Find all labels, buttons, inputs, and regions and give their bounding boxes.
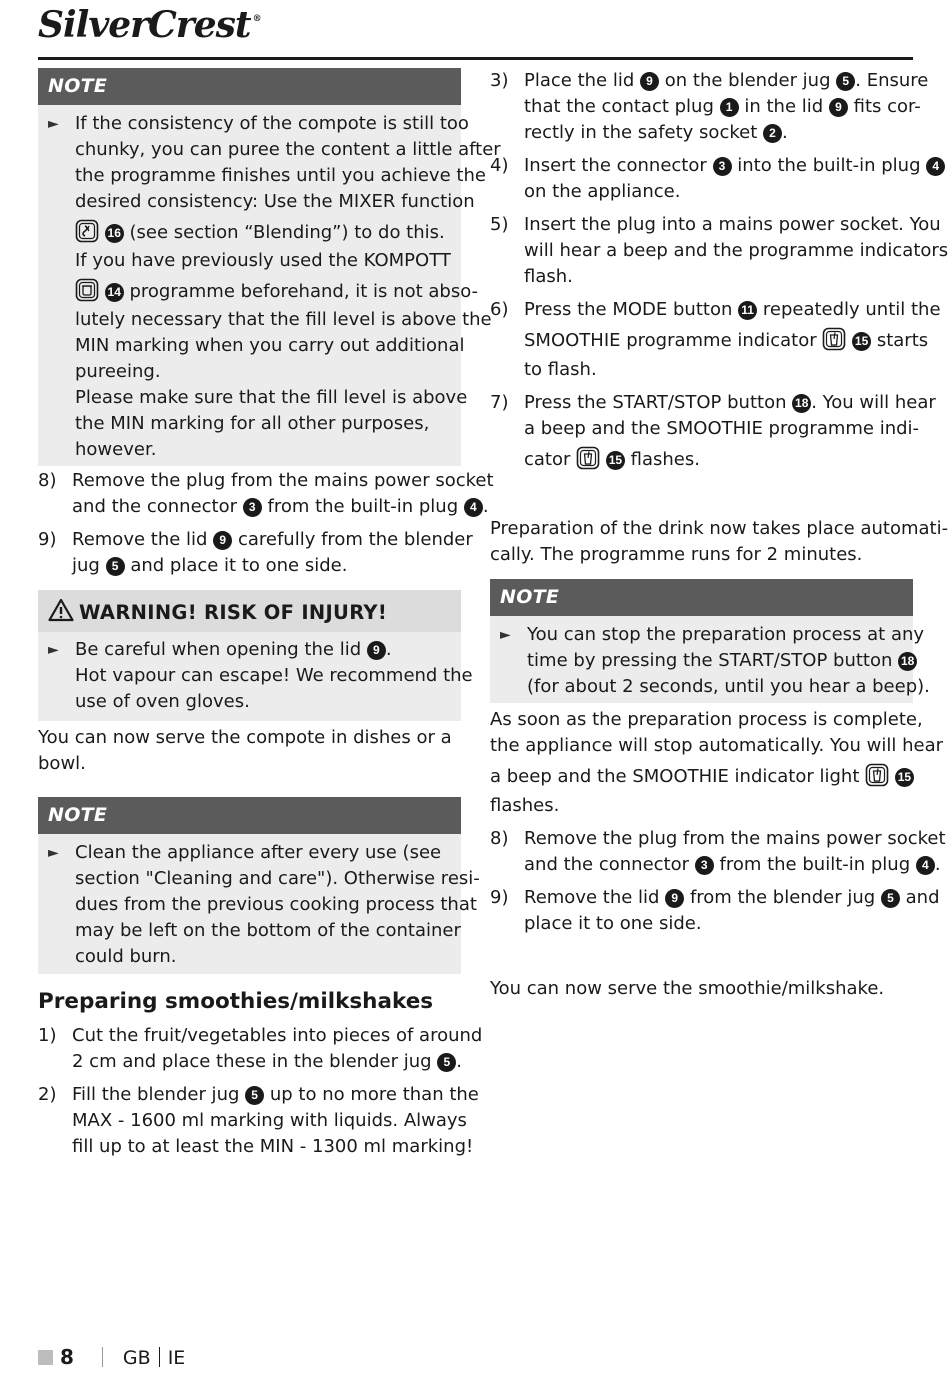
ref-marker: 9	[367, 641, 386, 660]
step-4: 4) Insert the connector 3 into the built-in plug 4 on the appliance.	[490, 153, 913, 205]
kompott-program-icon	[75, 278, 99, 302]
warning-box: WARNING! RISK OF INJURY! ► Be careful when opening the lid 9 . Hot vapour can escape! We recommend the use of oven gloves.	[38, 590, 461, 721]
ref-marker: 1	[720, 98, 739, 117]
step-6: 6) Press the MODE button 11 repeatedly until the SMOOTHIE programme indicator 15 starts to flash.	[490, 299, 941, 380]
note-heading: NOTE	[38, 68, 461, 105]
ref-marker: 5	[245, 1086, 264, 1105]
warning-heading: WARNING! RISK OF INJURY!	[38, 590, 461, 632]
note-heading: NOTE	[38, 797, 461, 834]
serve-smoothie-text: You can now serve the smoothie/milkshake.	[490, 978, 885, 999]
completion-text: As soon as the preparation process is complete, the appliance will stop automatically. You will hear a beep and the SMOOTHIE indicator light 15 flashes.	[490, 709, 944, 816]
brand-logo: SilverCrest ®	[38, 4, 261, 46]
ref-marker: 5	[437, 1053, 456, 1072]
step-5: 5) Insert the plug into a mains power socket. You will hear a beep and the programme indicators flash.	[490, 214, 949, 287]
ref-marker: 18	[898, 652, 917, 671]
note-box-compote: NOTE ► If the consistency of the compote is still too chunky, you can puree the content a little after the programme finishes until you achieve the desired consistency: Use the MIXER function 16 (see section “Blending”) to do this. If you have previously used the KOMPOTT 14 programme beforehand, it is not abso- lutely necessary that the fill level is above the MIN marking when you carry out additional pureeing. Please make sure that the fill level is above the MIN marking for all other purposes, however.	[38, 68, 461, 466]
ref-marker: 4	[926, 157, 945, 176]
bullet-arrow-icon: ►	[48, 845, 59, 861]
mixer-program-icon	[75, 219, 99, 243]
ref-marker: 9	[665, 889, 684, 908]
right-column	[490, 68, 949, 1002]
ref-marker: 3	[695, 856, 714, 875]
ref-marker: 18	[792, 394, 811, 413]
ref-marker: 9	[213, 531, 232, 550]
ref-marker: 5	[106, 557, 125, 576]
ref-marker: 4	[464, 498, 483, 517]
step-8-right: 8) Remove the plug from the mains power socket and the connector 3 from the built-in plug 4 .	[490, 828, 946, 875]
step-3: 3) Place the lid 9 on the blender jug 5 . Ensure that the contact plug 1 in the lid 9 fits cor- rectly in the safety socket 2 .	[490, 70, 929, 143]
header-rule	[38, 57, 913, 60]
ref-marker: 5	[881, 889, 900, 908]
smoothie-program-icon	[576, 446, 600, 470]
step-2: 2) Fill the blender jug 5 up to no more than the MAX - 1600 ml marking with liquids. Always fill up to at least the MIN - 1300 ml marking!	[38, 1084, 479, 1157]
step-7: 7) Press the START/STOP button 18 . You will hear a beep and the SMOOTHIE programme indi- cator 15 flashes.	[490, 392, 936, 470]
note-heading: NOTE	[490, 579, 913, 616]
step-8: 8) Remove the plug from the mains power socket and the connector 3 from the built-in plug 4 .	[38, 470, 494, 517]
language-code: GB	[122, 1347, 151, 1369]
ref-marker: 15	[606, 451, 625, 470]
ref-marker: 15	[895, 768, 914, 787]
step-1: 1) Cut the fruit/vegetables into pieces of around 2 cm and place these in the blender jug 5 .	[38, 1025, 483, 1072]
serve-compote-text: You can now serve the compote in dishes or a bowl.	[38, 727, 452, 774]
ref-marker: 16	[105, 224, 124, 243]
page-number: 8	[60, 1345, 74, 1369]
warning-triangle-icon	[48, 598, 74, 622]
ref-marker: 5	[836, 72, 855, 91]
ref-marker: 4	[916, 856, 935, 875]
bullet-arrow-icon: ►	[500, 627, 511, 643]
page-footer	[38, 1345, 185, 1370]
ref-marker: 2	[763, 124, 782, 143]
bullet-arrow-icon: ►	[48, 642, 59, 658]
note-box-stop: NOTE ► You can stop the preparation process at any time by pressing the START/STOP button 18 (for about 2 seconds, until you hear a beep).	[490, 579, 913, 703]
ref-marker: 15	[852, 332, 871, 351]
step-9: 9) Remove the lid 9 carefully from the blender jug 5 and place it to one side.	[38, 529, 473, 576]
ref-marker: 11	[738, 301, 757, 320]
step-9-right: 9) Remove the lid 9 from the blender jug 5 and place it to one side.	[490, 887, 940, 934]
ref-marker: 14	[105, 283, 124, 302]
preparation-text: Preparation of the drink now takes place automati- cally. The programme runs for 2 minutes.	[490, 518, 949, 565]
ref-marker: 3	[243, 498, 262, 517]
footer-square-icon	[38, 1350, 53, 1365]
note-box-cleaning: NOTE ► Clean the appliance after every use (see section "Cleaning and care"). Otherwise resi- dues from the previous cooking process that may be left on the bottom of the container could burn.	[38, 797, 461, 974]
ref-marker: 9	[640, 72, 659, 91]
smoothie-program-icon	[822, 327, 846, 351]
section-title: Preparing smoothies/milkshakes	[38, 989, 434, 1014]
bullet-arrow-icon: ►	[48, 116, 59, 132]
ref-marker: 9	[829, 98, 848, 117]
language-code: IE	[167, 1347, 186, 1369]
left-column	[38, 68, 501, 1160]
ref-marker: 3	[713, 157, 732, 176]
smoothie-program-icon	[865, 763, 889, 787]
